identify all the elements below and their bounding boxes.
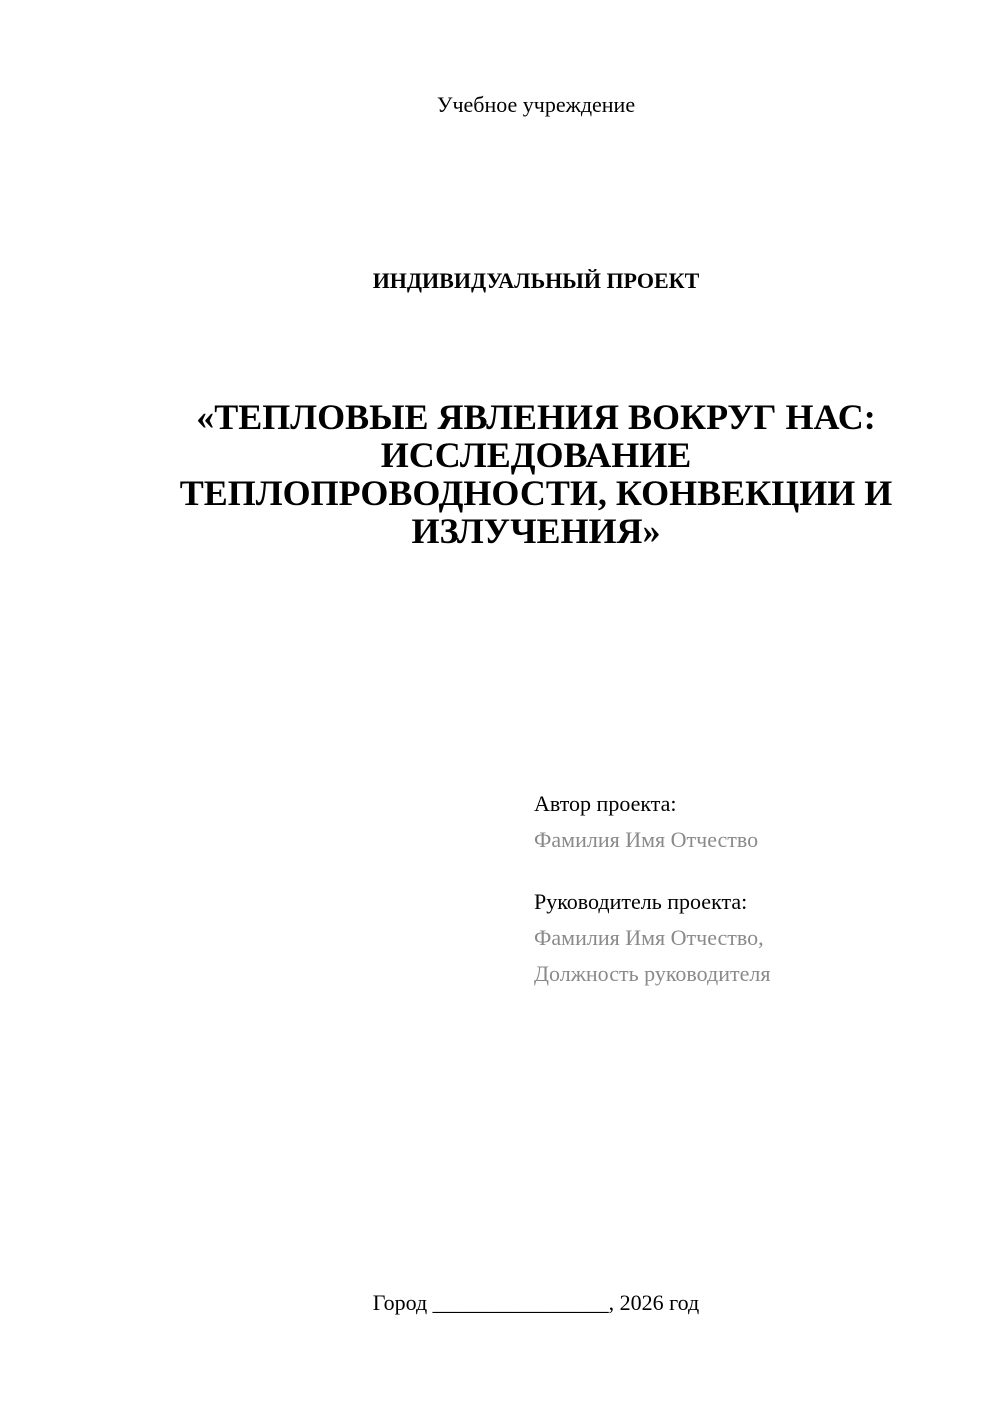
- year-text: , 2026 год: [608, 1290, 700, 1315]
- project-title-line-1: «ТЕПЛОВЫЕ ЯВЛЕНИЯ ВОКРУГ НАС:: [196, 397, 876, 437]
- project-title: [120, 398, 952, 550]
- supervisor-label: Руководитель проекта:: [534, 889, 748, 914]
- supervisor-position: Должность руководителя: [534, 961, 771, 986]
- author-name: Фамилия Имя Отчество: [534, 827, 759, 852]
- project-title-line-4: ИЗЛУЧЕНИЯ»: [411, 511, 661, 551]
- city-blank: ________________: [432, 1290, 609, 1315]
- institution-name: Учебное учреждение: [436, 92, 636, 117]
- project-title-line-2: ИССЛЕДОВАНИЕ: [380, 435, 692, 475]
- author-label: Автор проекта:: [534, 791, 677, 816]
- project-title-line-3: ТЕПЛОПРОВОДНОСТИ, КОНВЕКЦИИ И: [179, 473, 893, 513]
- supervisor-name: Фамилия Имя Отчество,: [534, 925, 764, 950]
- document-type: ИНДИВИДУАЛЬНЫЙ ПРОЕКТ: [372, 268, 700, 293]
- city-label: Город: [372, 1290, 428, 1315]
- project-info-block: [534, 786, 974, 992]
- city-year-line: [0, 1288, 1000, 1318]
- info-spacer: [534, 858, 974, 884]
